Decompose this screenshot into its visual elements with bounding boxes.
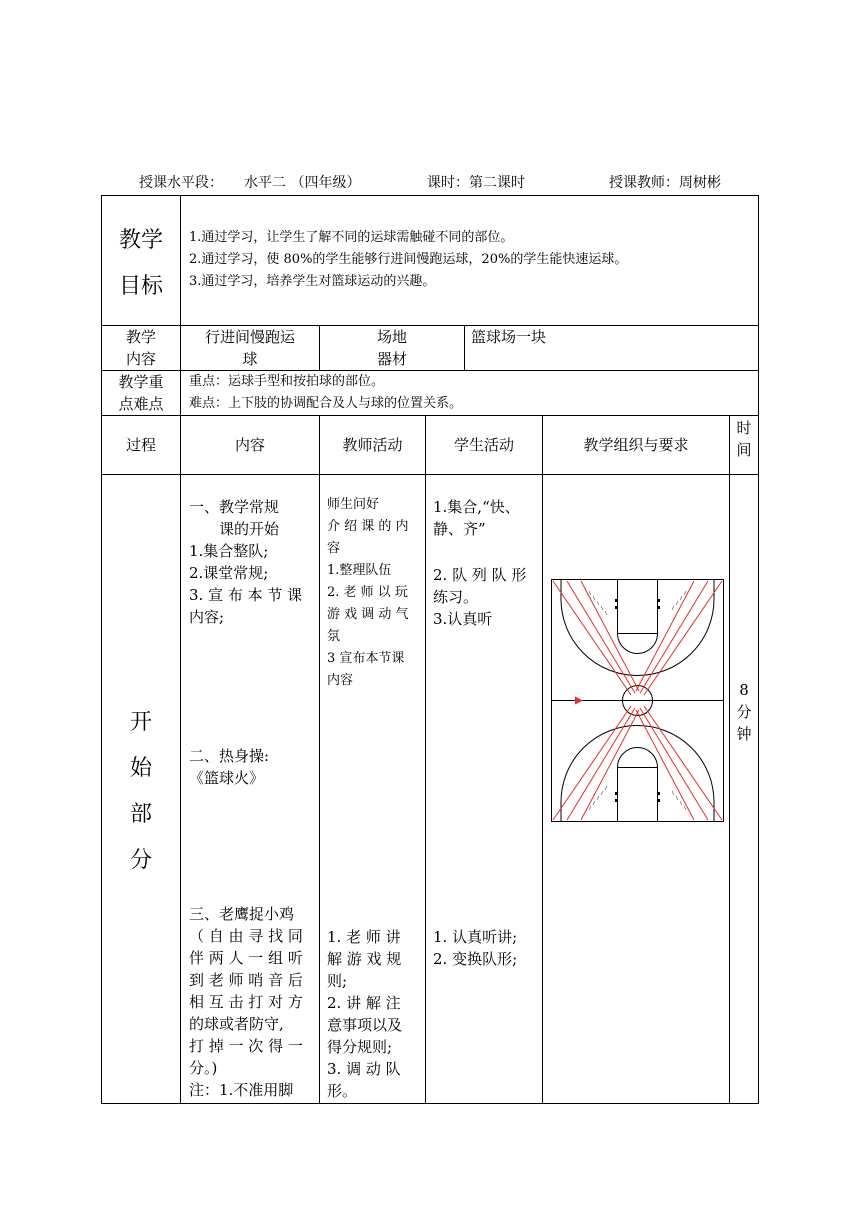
teacher-name: 授课教师：周树彬: [609, 175, 721, 191]
objectives-label: 教学 目标: [118, 228, 163, 299]
objective-item: 3.通过学习，培养学生对篮球运动的兴趣。: [189, 274, 436, 289]
bottom-free-throw-arc: [618, 748, 658, 768]
key-point: 重点：运球手型和按拍球的部位。: [189, 374, 385, 389]
content-value: 行进间慢跑运 球: [204, 328, 295, 368]
venue-label: 场地 器材: [376, 328, 407, 368]
start-section-label: 开 始 部 分: [129, 710, 152, 873]
col-teacher: 教师活动: [342, 436, 403, 454]
level-label: 授课水平段：: [139, 175, 223, 191]
top-free-throw-arc: [618, 634, 658, 654]
content-part-game: 三、老鹰捉小鸡 （ 自 由 寻 找 同 伴 两 人 一 组 听 到 老 师 哨 音 后 相 互 击 打 对 方 的球或者防守, 打 掉 一 次 得 一 分。) 注：1.不准用脚: [189, 905, 303, 1099]
top-three-point-line: [561, 579, 714, 676]
level-value: 水平二 （四年级）: [244, 175, 361, 191]
col-content: 内容: [234, 436, 265, 454]
lesson-hours: 课时：第二课时: [427, 175, 525, 191]
student-part-gather: 1.集合,“快、 静、齐”: [433, 498, 520, 538]
objectives-list: [189, 227, 754, 293]
bottom-three-point-line: [561, 726, 714, 823]
teacher-part-routine: 师生问好 介 绍 课 的 内 容 1.整理队伍 2. 老 师 以 玩 游 戏 调 动 气 氛 3 宣布本节课 内容: [327, 497, 409, 688]
venue-value: 篮球场一块: [471, 328, 547, 346]
difficult-point: 难点：上下肢的协调配合及人与球的位置关系。: [189, 396, 463, 411]
content-part-warmup: 二、热身操: 《篮球火》: [189, 747, 270, 787]
start-section-time: 8 分 钟: [736, 681, 752, 743]
keypoints-text: [189, 371, 754, 415]
objective-item: 1.通过学习，让学生了解不同的运球需触碰不同的部位。: [189, 230, 514, 245]
col-process: 过程: [125, 436, 156, 454]
court-diagram: [551, 579, 724, 822]
student-part-game: 1. 认真听讲; 2. 变换队形;: [433, 928, 518, 968]
col-time: 时 间: [736, 419, 752, 459]
direction-arrow: [575, 697, 583, 705]
content-part-routine: 一、教学常规 课的开始 1.集合整队; 2.课堂常规; 3. 宣 布 本 节 课 内容;: [189, 498, 303, 626]
bottom-key: [618, 768, 658, 822]
col-organization: 教学组织与要求: [583, 436, 689, 454]
keypoints-label: 教学重 点难点: [118, 373, 164, 413]
objective-item: 2.通过学习，使 80%的学生能够行进间慢跑运球，20%的学生能快速运球。: [189, 252, 628, 267]
top-key: [618, 580, 658, 634]
col-student: 学生活动: [453, 436, 514, 454]
teacher-part-game: 1. 老 师 讲 解 游 戏 规 则; 2. 讲 解 注 意事项以及 得分规则; 3. 调 动 队 形。: [327, 928, 403, 1100]
content-label: 教学 内容: [125, 328, 156, 368]
student-part-drill: 2. 队 列 队 形 练习。 3.认真听: [433, 566, 527, 628]
